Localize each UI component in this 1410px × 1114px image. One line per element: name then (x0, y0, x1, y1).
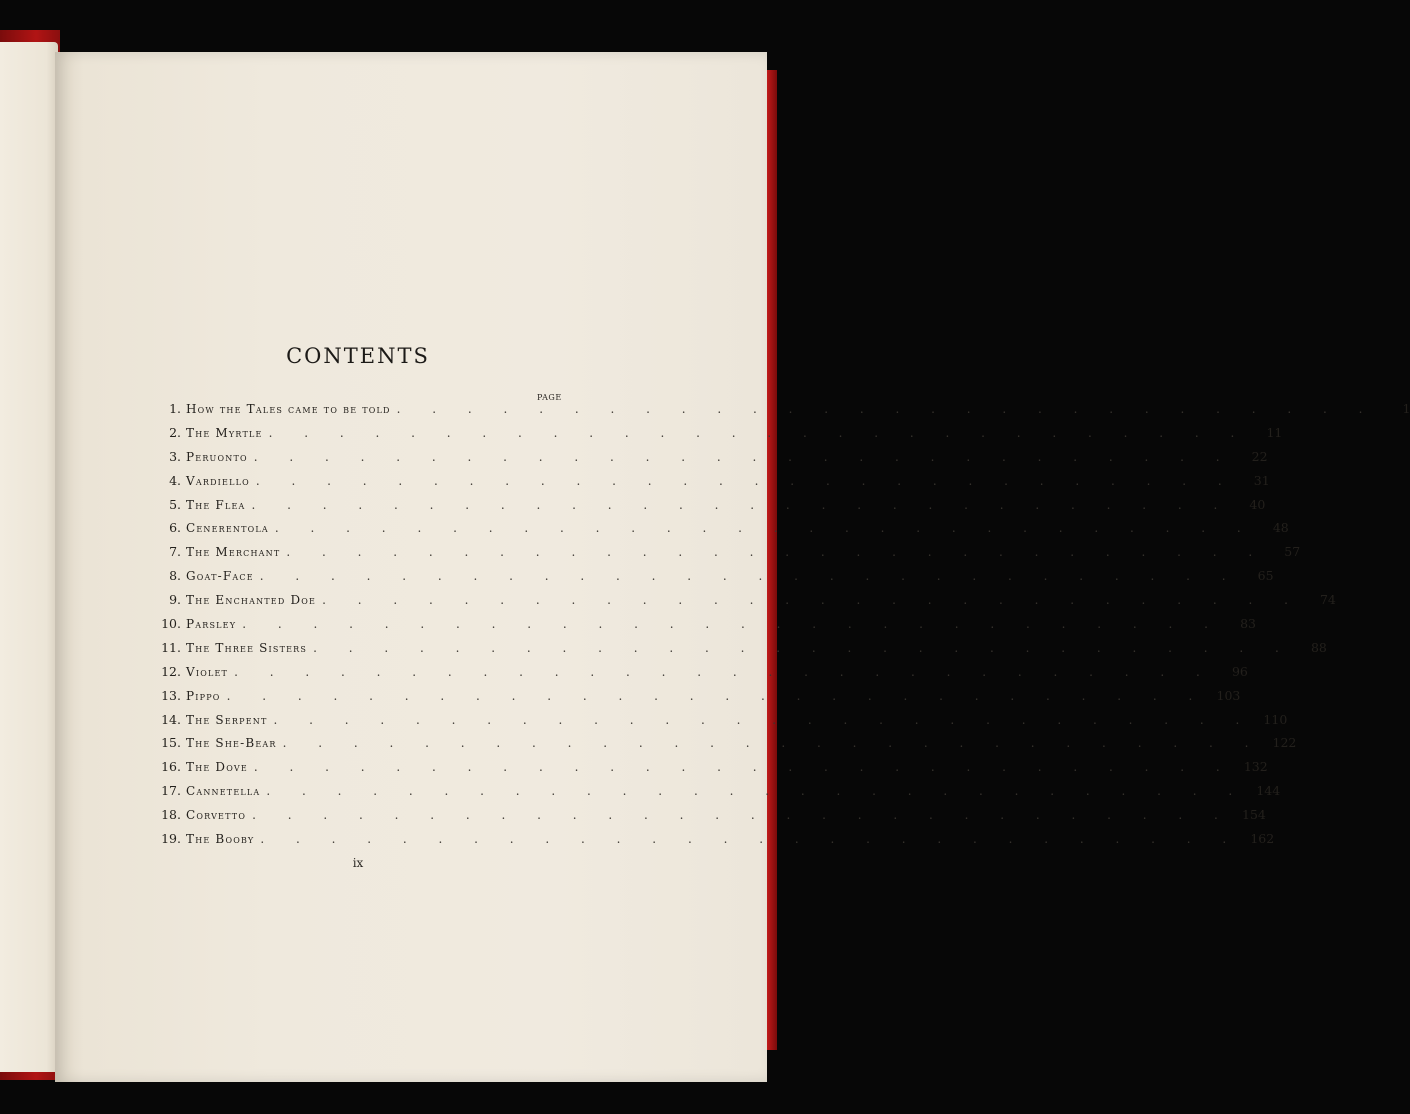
entry-number: 8. (169, 568, 181, 584)
contents-title: CONTENTS (286, 344, 430, 368)
contents-entry (151, 544, 1301, 568)
entry-page: 154 (1242, 807, 1266, 823)
entry-page: 22 (1251, 448, 1268, 464)
entry-page: 88 (1310, 639, 1327, 655)
dot-leader: . . . . . . . . . . . . . . . . . . . . . . . . . . . . (255, 473, 1236, 488)
entry-number: 3. (169, 448, 181, 464)
entry-page: 40 (1249, 496, 1266, 512)
entry-number: 12. (161, 663, 181, 679)
dot-leader: . . . . . . . . . . . . . . . . . . . . . . . . . . . . (273, 712, 1254, 727)
entry-page: 57 (1284, 544, 1301, 560)
dot-leader: . . . . . . . . . . . . . . . . . . . . . . . . . . . . (396, 402, 1377, 416)
dot-leader: . . . . . . . . . . . . . . . . . . . . . . . . . . . . (226, 688, 1207, 703)
dot-leader: . . . . . . . . . . . . . . . . . . . . . . . . . . . . (268, 425, 1249, 440)
contents-entry (151, 592, 1336, 616)
contents-entry (151, 807, 1266, 831)
entry-number: 18. (161, 807, 181, 823)
contents-list (151, 401, 1410, 855)
entry-number: 19. (161, 831, 181, 847)
entry-page: 110 (1263, 711, 1288, 727)
dot-leader: . . . . . . . . . . . . . . . . . . . . . . . . . . . . (274, 521, 1255, 536)
entry-number: 17. (161, 783, 181, 799)
dot-leader: . . . . . . . . . . . . . . . . . . . . . . . . . . . . (234, 664, 1214, 679)
contents-entry (151, 568, 1274, 592)
entry-title: The Serpent (186, 712, 268, 727)
dot-leader: . . . . . . . . . . . . . . . . . . . . . . . . . . . . (253, 449, 1234, 464)
contents-entry (151, 759, 1268, 783)
dot-leader: . . . . . . . . . . . . . . . . . . . . . . . . . . . . (322, 593, 1302, 608)
entry-number: 14. (161, 711, 181, 727)
contents-entry (151, 687, 1241, 712)
entry-page: 83 (1240, 616, 1256, 632)
entry-title: Goat-Face (186, 569, 254, 584)
entry-page: 103 (1216, 687, 1241, 703)
entry-page: 48 (1272, 520, 1289, 536)
contents-entry (151, 639, 1327, 664)
page-column-label: PAGE (537, 393, 562, 402)
entry-title: The Booby (186, 832, 255, 847)
entry-title: The She-Bear (186, 736, 277, 751)
entry-page: 31 (1253, 472, 1270, 488)
entry-page: 1 (1402, 401, 1410, 416)
dot-leader: . . . . . . . . . . . . . . . . . . . . . . . . . . . . (242, 617, 1222, 632)
entry-page: 96 (1231, 663, 1248, 679)
entry-page: 11 (1266, 424, 1283, 440)
dot-leader: . . . . . . . . . . . . . . . . . . . . . . . . . . . . (286, 545, 1267, 560)
contents-entry (151, 711, 1288, 736)
entry-title: Parsley (186, 617, 237, 632)
entry-title: The Myrtle (186, 425, 263, 440)
contents-entry (151, 735, 1297, 759)
previous-page-edge (0, 42, 58, 1072)
dot-leader: . . . . . . . . . . . . . . . . . . . . . . . . . . . . (253, 760, 1234, 775)
contents-entry (151, 783, 1281, 807)
entry-number: 1. (169, 401, 181, 416)
entry-title: The Enchanted Doe (186, 593, 317, 608)
entry-title: The Merchant (186, 545, 281, 560)
entry-title: Peruonto (186, 449, 248, 464)
entry-title: Corvetto (186, 808, 247, 823)
entry-page: 132 (1243, 759, 1268, 775)
contents-entry (151, 520, 1289, 544)
entry-page: 65 (1257, 568, 1274, 584)
entry-title: Violet (186, 664, 229, 679)
entry-page: 162 (1250, 831, 1275, 847)
page-number: ix (352, 856, 364, 870)
entry-title: Cenerentola (186, 521, 269, 536)
entry-title: The Flea (186, 497, 246, 512)
dot-leader: . . . . . . . . . . . . . . . . . . . . . . . . . . . . (313, 640, 1293, 655)
entry-title: Pippo (186, 688, 221, 703)
entry-number: 4. (169, 472, 181, 488)
entry-number: 13. (161, 687, 181, 703)
dot-leader: . . . . . . . . . . . . . . . . . . . . . . . . . . . . (282, 736, 1263, 751)
contents-entry (151, 448, 1268, 473)
contents-entry (151, 424, 1283, 449)
contents-entry (151, 401, 1410, 425)
contents-entry (151, 663, 1248, 688)
contents-entry (151, 831, 1275, 855)
entry-number: 11. (161, 639, 181, 655)
contents-entry (151, 472, 1270, 497)
entry-number: 7. (169, 544, 181, 560)
dot-leader: . . . . . . . . . . . . . . . . . . . . . . . . . . . . (251, 497, 1232, 512)
entry-page: 144 (1256, 783, 1281, 799)
entry-number: 15. (161, 735, 181, 751)
entry-page: 74 (1319, 592, 1336, 608)
contents-entry (151, 616, 1256, 640)
entry-number: 10. (161, 616, 181, 632)
entry-title: The Dove (186, 760, 248, 775)
dot-leader: . . . . . . . . . . . . . . . . . . . . . . . . . . . . (259, 569, 1240, 584)
contents-page (55, 52, 1410, 1082)
contents-entry (151, 496, 1266, 521)
entry-number: 16. (161, 759, 181, 775)
entry-title: How the Tales came to be told (186, 402, 391, 416)
dot-leader: . . . . . . . . . . . . . . . . . . . . . . . . . . . . (266, 784, 1247, 799)
entry-number: 5. (169, 496, 181, 512)
entry-number: 6. (169, 520, 181, 536)
entry-number: 9. (169, 592, 181, 608)
entry-title: Cannetella (186, 784, 261, 799)
dot-leader: . . . . . . . . . . . . . . . . . . . . . . . . . . . . (260, 832, 1241, 847)
entry-title: Vardiello (186, 473, 250, 488)
entry-title: The Three Sisters (186, 640, 308, 655)
entry-page: 122 (1272, 735, 1297, 751)
entry-number: 2. (169, 424, 181, 440)
dot-leader: . . . . . . . . . . . . . . . . . . . . . . . . . . . . (252, 808, 1232, 823)
